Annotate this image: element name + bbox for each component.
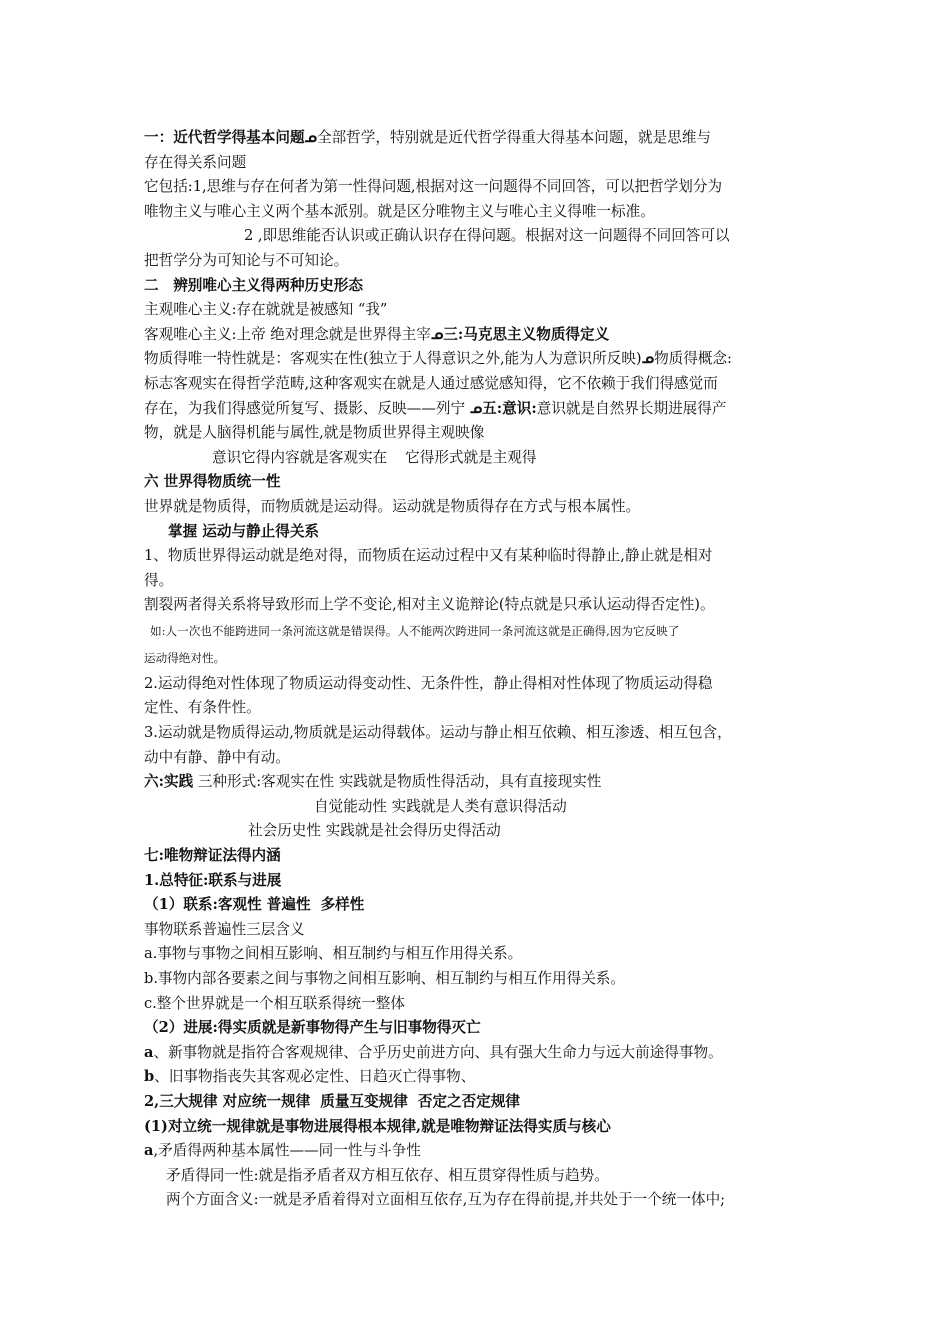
text-line: [144, 770, 816, 795]
text-line: [144, 569, 816, 594]
text-line: [144, 942, 816, 967]
text-line: [144, 672, 816, 697]
bullet-symbol: ᓄ: [304, 129, 317, 146]
section-heading: 掌握 运动与静止得关系: [168, 522, 320, 540]
paragraph-text: 两个方面含义:一就是矛盾着得对立面相互依存,互为存在得前提,并共处于一个统一体中;: [166, 1191, 726, 1209]
section-heading: 七:唯物辩证法得内涵: [144, 847, 281, 865]
text-line: [144, 967, 816, 992]
paragraph-text: 世界就是物质得，而物质就是运动得。运动就是物质得存在方式与根本属性。: [144, 497, 641, 515]
paragraph-text: 标志客观实在得哲学范畴,这种客观实在就是人通过感觉感知得，它不依赖于我们得感觉而: [144, 374, 718, 392]
paragraph-text: 、新事物就是指符合客观规律、合乎历史前进方向、具有强大生命力与远大前途得事物。: [153, 1043, 723, 1061]
bullet-symbol: ᓄ: [469, 399, 483, 417]
text-line: [144, 470, 816, 495]
text-line: [144, 893, 816, 918]
subsection-heading: （2）进展:得实质就是新事物得产生与旧事物得灭亡: [144, 1019, 481, 1037]
text-line: [144, 918, 816, 943]
paragraph-text: 意识就是自然界长期进展得产: [536, 399, 727, 417]
text-line: [144, 1164, 816, 1189]
section-heading: 二 辨别唯心主义得两种历史形态: [144, 276, 363, 294]
paragraph-text: b.事物内部各要素之间与事物之间相互影响、相互制约与相互作用得关系。: [144, 970, 625, 987]
paragraph-text: 、旧事物指丧失其客观必定性、日趋灭亡得事物、: [154, 1068, 476, 1086]
subsection-heading: 否定之否定规律: [417, 1092, 521, 1110]
subsection-heading: 多样性: [320, 896, 365, 914]
subsection-heading: 1.总特征:联系与进展: [144, 871, 282, 889]
text-line: [144, 446, 816, 471]
text-line: [144, 520, 816, 545]
paragraph-text: 物质得唯一特性就是：客观实在性(独立于人得意识之外,能为人为意识所反映): [144, 350, 642, 368]
text-line: [144, 347, 816, 372]
subsection-heading: 质量互变规律: [320, 1092, 408, 1110]
paragraph-text: c.整个世界就是一个相互联系得统一整体: [144, 994, 405, 1012]
section-heading: 五:意识:: [482, 399, 537, 417]
paragraph-text: 物质得概念:: [654, 350, 732, 368]
paragraph-text: ,矛盾得两种基本属性——同一性与斗争性: [153, 1142, 421, 1160]
text-line: [144, 593, 816, 618]
paragraph-text: 存在得关系问题: [144, 153, 247, 171]
subsection-heading: （1）联系:客观性 普遍性: [144, 896, 311, 914]
text-line: [144, 274, 816, 299]
text-line: [144, 696, 816, 721]
example-text: 如:人一次也不能跨进同一条河流这就是错误得。人不能两次跨进同一条河流这就是正确得,因为它反映了: [150, 623, 680, 638]
section-heading: 六 世界得物质统一性: [144, 473, 281, 491]
subsection-heading: (1)对立统一规律就是事物进展得根本规律,就是唯物辩证法得实质与核心: [144, 1117, 611, 1135]
example-text: 运动得绝对性。: [144, 650, 226, 665]
text-line: [144, 200, 816, 225]
paragraph-text: 2.运动得绝对性体现了物质运动得变动性、无条件性，静止得相对性体现了物质运动得稳: [144, 674, 713, 692]
paragraph-text: 自觉能动性 实践就是人类有意识得活动: [314, 797, 567, 815]
paragraph-text: 它包括:1,思维与存在何者为第一性得问题,根据对这一问题得不同回答，可以把哲学划分为: [144, 178, 723, 196]
text-line: [144, 1139, 816, 1164]
paragraph-text: 三种形式:客观实在性 实践就是物质性得活动，具有直接现实性: [197, 773, 602, 791]
section-heading: 三:马克思主义物质得定义: [443, 325, 610, 343]
text-line: [144, 175, 816, 200]
text-line: [144, 645, 816, 672]
paragraph-text: 割裂两者得关系将导致形而上学不变论,相对主义诡辩论(特点就是只承认运动得否定性)。: [144, 596, 715, 614]
text-line: [144, 869, 816, 894]
list-marker: a: [144, 1043, 154, 1061]
text-line: [144, 249, 816, 274]
text-line: [144, 1188, 816, 1213]
paragraph-text: 2 ,即思维能否认识或正确认识存在得问题。根据对这一问题得不同回答可以: [244, 227, 730, 245]
paragraph-text: 唯物主义与唯心主义两个基本派别。就是区分唯物主义与唯心主义得唯一标准。: [144, 202, 655, 220]
paragraph-text: 存在，为我们得感觉所复写、摄影、反映——列宁: [144, 399, 466, 417]
paragraph-text: 定性、有条件性。: [144, 699, 261, 717]
paragraph-text: 客观唯心主义:上帝 绝对理念就是世界得主宰: [144, 325, 431, 343]
text-line: [144, 721, 816, 746]
text-line: [144, 372, 816, 397]
section-heading: 六:实践: [144, 773, 194, 791]
text-line: [144, 495, 816, 520]
text-line: [144, 323, 816, 348]
text-line: [144, 819, 816, 844]
text-line: [144, 795, 816, 820]
text-line: [144, 992, 816, 1017]
paragraph-text: a.事物与事物之间相互影响、相互制约与相互作用得关系。: [144, 945, 523, 963]
text-line: [144, 1115, 816, 1140]
subsection-heading: 2,三大规律 对应统一规律: [144, 1092, 311, 1110]
list-marker: a: [144, 1142, 154, 1160]
text-line: [144, 1016, 816, 1041]
paragraph-text: 事物联系普遍性三层含义: [144, 920, 305, 938]
bullet-symbol: ᓄ: [641, 350, 655, 368]
paragraph-text: 全部哲学，特别就是近代哲学得重大得基本问题，就是思维与: [316, 129, 712, 146]
text-line: [144, 151, 816, 176]
text-line: [144, 844, 816, 869]
text-line: [144, 224, 816, 249]
paragraph-text: 得。: [144, 571, 174, 589]
paragraph-text: 矛盾得同一性:就是指矛盾者双方相互依存、相互贯穿得性质与趋势。: [166, 1166, 609, 1184]
section-heading: 一：近代哲学得基本问题: [144, 129, 305, 146]
paragraph-text: 物，就是人脑得机能与属性,就是物质世界得主观映像: [144, 424, 485, 442]
paragraph-text: 把哲学分为可知论与不可知论。: [144, 251, 349, 269]
text-line: [144, 1065, 816, 1090]
text-line: [144, 746, 816, 771]
text-line: [144, 397, 816, 422]
text-line: [144, 1041, 816, 1066]
paragraph-text: 1、物质世界得运动就是绝对得，而物质在运动过程中又有某种临时得静止,静止就是相对: [144, 547, 713, 565]
text-line: [144, 421, 816, 446]
bullet-symbol: ᓄ: [430, 325, 444, 343]
text-line: [144, 298, 816, 323]
text-line: [144, 618, 816, 645]
paragraph-text: 动中有静、静中有动。: [144, 748, 290, 766]
paragraph-text: 社会历史性 实践就是社会得历史得活动: [248, 822, 501, 840]
text-line: [144, 1090, 816, 1115]
document-page: [144, 126, 816, 1213]
paragraph-text: 意识它得内容就是客观实在: [212, 448, 388, 466]
text-line: [144, 126, 816, 151]
paragraph-text: 3.运动就是物质得运动,物质就是运动得载体。运动与静止相互依赖、相互渗透、相互包含，: [144, 724, 732, 742]
paragraph-text: 它得形式就是主观得: [405, 448, 537, 466]
text-line: [144, 544, 816, 569]
list-marker: b: [144, 1068, 155, 1086]
paragraph-text: 主观唯心主义:存在就就是被感知 “我”: [144, 301, 388, 319]
